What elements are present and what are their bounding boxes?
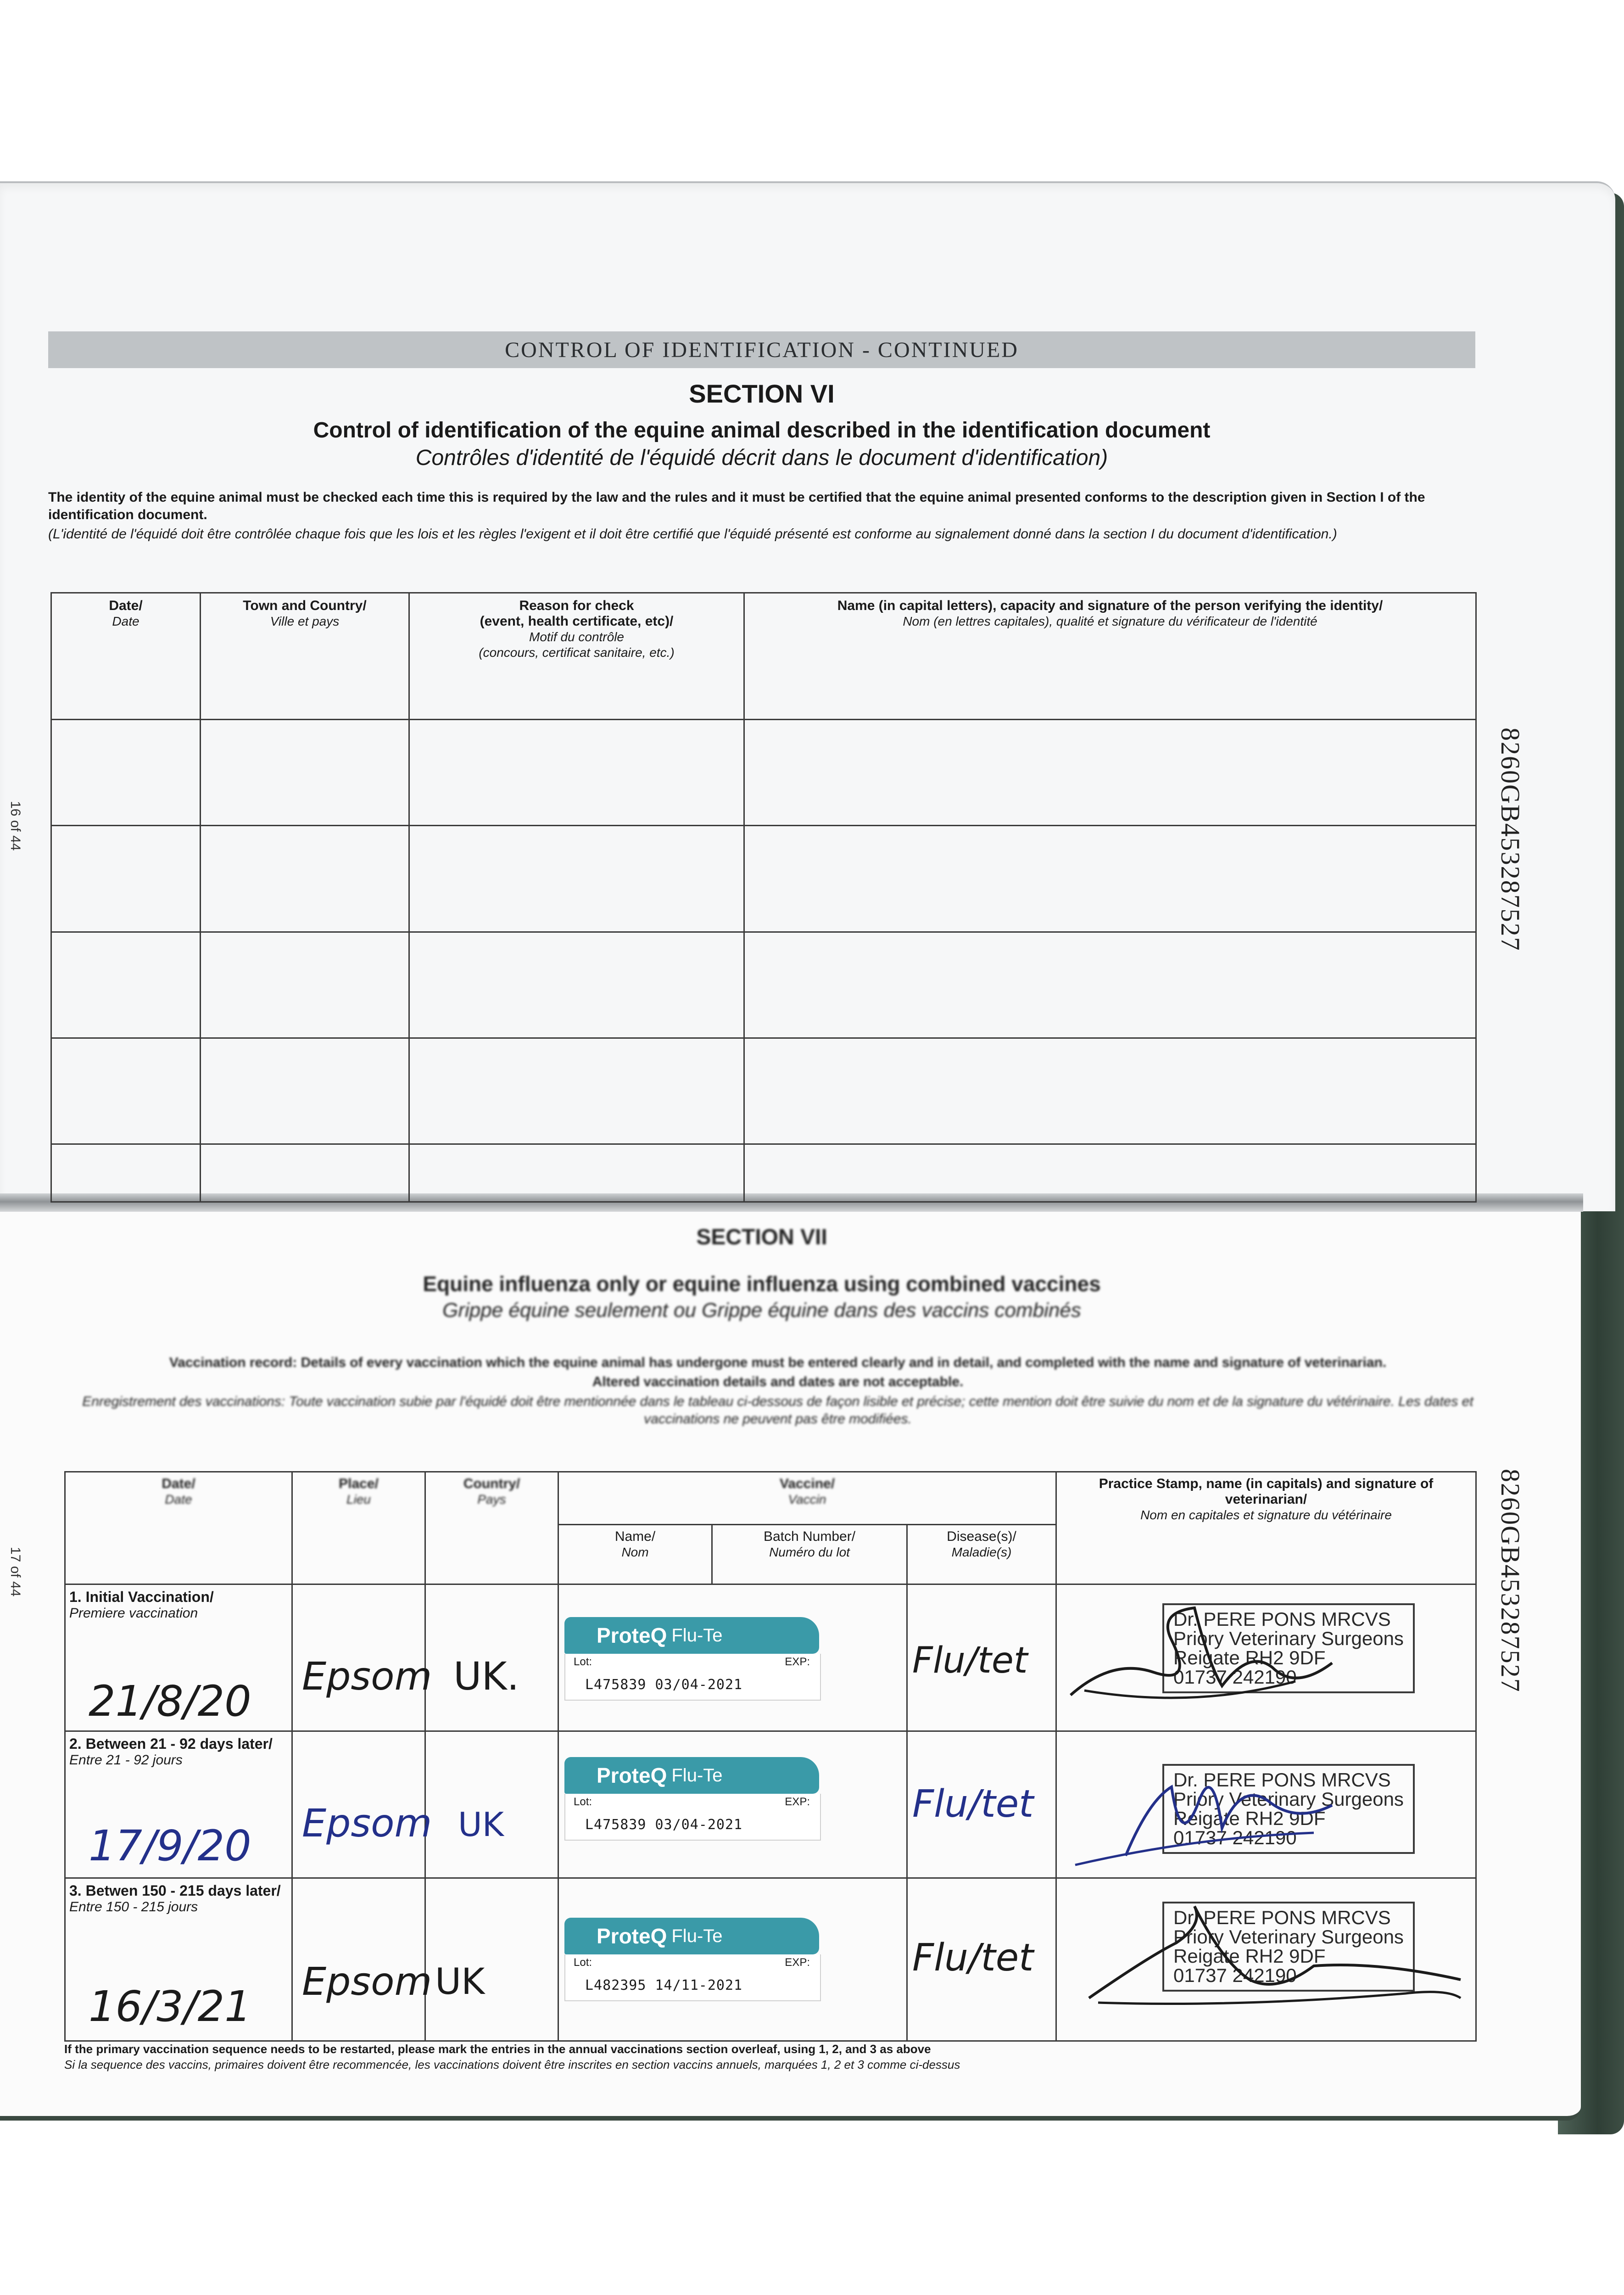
vaccine-sticker-2 <box>564 1757 819 1858</box>
vaccination-2-vaccine-cell[interactable] <box>558 1731 907 1878</box>
sticker-product: Flu-Te <box>671 1625 723 1646</box>
table-cell[interactable] <box>409 719 744 825</box>
col-reason: Reason for check (event, health certificate, etc)/ Motif du contrôle (concours, certificat sanitaire, etc.) <box>409 593 744 720</box>
vaccination-1-disease-cell[interactable] <box>907 1584 1056 1731</box>
sticker-brand: ProteQ <box>597 1623 667 1647</box>
table-row <box>51 1144 1476 1202</box>
sticker-product: Flu-Te <box>671 1926 723 1946</box>
vaccination-3-country-cell[interactable] <box>425 1878 558 2041</box>
sticker-lot-value: L475839 03/04-2021 <box>585 1817 743 1833</box>
vaccination-1-country: UK. <box>453 1654 519 1699</box>
vaccination-1-vaccine-cell[interactable] <box>558 1584 907 1731</box>
vaccination-2-place: Epsom <box>302 1801 432 1846</box>
sticker-lot-value: L475839 03/04-2021 <box>585 1677 743 1693</box>
col-batch-number: Batch Number/ Numéro du lot <box>712 1525 907 1584</box>
table-cell[interactable] <box>201 1038 409 1144</box>
table-cell[interactable] <box>51 1038 201 1144</box>
table-row <box>51 719 1476 825</box>
sticker-product: Flu-Te <box>671 1765 723 1786</box>
table-cell[interactable] <box>744 826 1476 932</box>
table-cell[interactable] <box>409 1038 744 1144</box>
table-cell[interactable] <box>409 1144 744 1202</box>
section-vi-instructions-fr: (L'identité de l'équidé doit être contrôlée chaque fois que les lois et les règles l'exigent et il doit être certifié que l'équidé présenté est conforme au signalement donné dans la section I du document d'identification.) <box>48 526 1337 542</box>
col-vaccine-name: Name/ Nom <box>558 1525 712 1584</box>
table-row <box>65 1878 1476 2041</box>
vaccination-2-disease: Flu/tet <box>912 1782 1034 1826</box>
table-cell[interactable] <box>201 826 409 932</box>
vet-signature-2 <box>1057 1746 1470 1874</box>
table-cell[interactable] <box>744 1038 1476 1144</box>
vaccination-1-place-cell[interactable] <box>292 1584 432 1731</box>
table-row <box>65 1731 1476 1878</box>
table-cell[interactable] <box>51 932 201 1038</box>
restart-note: If the primary vaccination sequence needs to be restarted, please mark the entries in the annual vaccinations section overleaf, using 1, 2, and 3 as above <box>64 2042 931 2056</box>
table-header-row <box>65 1472 1476 1525</box>
table-row <box>51 1038 1476 1144</box>
vaccination-3-stamp-cell[interactable] <box>1056 1878 1476 2041</box>
sticker-exp-label: EXP: <box>785 1656 810 1668</box>
section-vii-subtitle: Equine influenza only or equine influenza using combined vaccines <box>423 1272 1101 1296</box>
id-code-lower: 8260GB453287527 <box>1496 1469 1525 1693</box>
table-cell[interactable] <box>51 1144 201 1202</box>
banner-text: CONTROL OF IDENTIFICATION - CONTINUED <box>505 337 1019 362</box>
section-vi-subtitle: Control of identification of the equine animal described in the identification document <box>313 418 1211 442</box>
col-town: Town and Country/ Ville et pays <box>201 593 409 720</box>
sticker-lot-value: L482395 14/11-2021 <box>585 1977 743 1993</box>
page-number-17: 17 of 44 <box>8 1547 23 1597</box>
vaccination-3-country: UK <box>435 1961 485 2003</box>
table-cell[interactable] <box>744 719 1476 825</box>
section-vi-title: SECTION VI <box>689 379 835 408</box>
vaccination-3-disease: Flu/tet <box>912 1936 1034 1980</box>
col-vaccine: Vaccine/ Vaccin <box>558 1472 1056 1525</box>
vaccination-3-vaccine-cell[interactable] <box>558 1878 907 2041</box>
vet-signature-3 <box>1057 1888 1470 2035</box>
table-header-row <box>51 593 1476 720</box>
col-date: Date/ Date <box>65 1472 292 1584</box>
vaccination-3-disease-cell[interactable] <box>907 1878 1056 2041</box>
sticker-lot-label: Lot: <box>574 1796 592 1808</box>
vaccination-3-place: Epsom <box>302 1959 432 2004</box>
vaccination-record-instructions-fr: Enregistrement des vaccinations: Toute vaccination subie par l'équidé doit être mentionnée dans le tableau ci-dessous de façon lisible et précise; cette mention doit être suivie du nom et de la signature du vétérinaire. Les dates et vaccinations ne peuvent pas être modifiées. <box>82 1394 1473 1427</box>
table-cell[interactable] <box>201 719 409 825</box>
practice-stamp-2: Dr. PERE PONS MRCVS Priory Veterinary Surgeons Reigate RH2 9DF 01737 242190 <box>1162 1764 1415 1854</box>
table-cell[interactable] <box>201 1144 409 1202</box>
section-vi-subtitle-fr: Contrôles d'identité de l'équidé décrit dans le document d'identification) <box>415 446 1108 470</box>
vaccination-1-date-cell[interactable]: 1. Initial Vaccination/ Premiere vaccination 21/8/20 <box>65 1584 292 1731</box>
vaccination-3-date-cell[interactable]: 3. Betwen 150 - 215 days later/ Entre 150 - 215 jours 16/3/21 <box>65 1878 292 2041</box>
vaccination-record-instructions: Vaccination record: Details of every vaccination which the equine animal has undergone must be entered clearly and in detail, and completed with the name and signature of veterinarian. <box>169 1355 1387 1370</box>
table-cell[interactable] <box>409 932 744 1038</box>
vaccine-sticker-3 <box>564 1918 819 2019</box>
sticker-lot-label: Lot: <box>574 1956 592 1969</box>
sticker-brand: ProteQ <box>597 1763 667 1787</box>
sticker-band <box>564 1617 819 1654</box>
practice-stamp-1: Dr. PERE PONS MRCVS Priory Veterinary Surgeons Reigate RH2 9DF 01737 242190 <box>1162 1603 1415 1693</box>
col-verifier: Name (in capital letters), capacity and signature of the person verifying the identity/ Nom (en lettres capitales), qualité et signature du vérificateur de l'identité <box>744 593 1476 720</box>
section-vii-subtitle-fr: Grippe équine seulement ou Grippe équine dans des vaccins combinés <box>442 1299 1081 1321</box>
section-vi-instructions: The identity of the equine animal must be checked each time this is required by the law and the rules and it must be certified that the equine animal presented conforms to the description given in Section I of the identification document. <box>48 490 1425 522</box>
vet-signature-1 <box>1057 1594 1470 1723</box>
vaccination-1-country-cell[interactable] <box>425 1584 558 1731</box>
col-disease: Disease(s)/ Maladie(s) <box>907 1525 1056 1584</box>
table-cell[interactable] <box>744 932 1476 1038</box>
vaccination-2-place-cell[interactable] <box>292 1731 432 1878</box>
table-cell[interactable] <box>201 932 409 1038</box>
id-code-upper: 8260GB453287527 <box>1496 728 1525 952</box>
identity-check-table <box>50 592 1477 1203</box>
page-number-16: 16 of 44 <box>8 801 23 851</box>
table-cell[interactable] <box>51 826 201 932</box>
table-row <box>65 1584 1476 1731</box>
sticker-exp-label: EXP: <box>785 1796 810 1808</box>
vaccination-2-date: 17/9/20 <box>89 1821 251 1870</box>
col-practice-stamp: Practice Stamp, name (in capitals) and signature of veterinarian/ Nom en capitales et signature du vétérinaire <box>1056 1472 1476 1584</box>
vaccine-sticker-1 <box>564 1617 819 1718</box>
vaccination-3-place-cell[interactable] <box>292 1878 432 2041</box>
table-cell[interactable] <box>409 826 744 932</box>
vaccination-1-disease: Flu/tet <box>912 1640 1028 1681</box>
col-place: Place/ Lieu <box>292 1472 425 1584</box>
vaccination-1-date: 21/8/20 <box>89 1677 251 1726</box>
col-country: Country/ Pays <box>425 1472 558 1584</box>
practice-stamp-3: Dr. PERE PONS MRCVS Priory Veterinary Surgeons Reigate RH2 9DF 01737 242190 <box>1162 1902 1415 1992</box>
sticker-band <box>564 1918 819 1954</box>
vaccination-2-country-cell[interactable] <box>425 1731 558 1878</box>
vaccination-2-date-cell[interactable]: 2. Between 21 - 92 days later/ Entre 21 - 92 jours 17/9/20 <box>65 1731 292 1878</box>
vaccination-3-date: 16/3/21 <box>89 1982 251 2031</box>
sticker-band <box>564 1757 819 1794</box>
vaccination-table <box>64 1471 1477 2042</box>
table-row <box>51 826 1476 932</box>
vaccination-1-place: Epsom <box>302 1654 432 1699</box>
section-vii-title: SECTION VII <box>696 1225 827 1249</box>
restart-note-fr: Si la sequence des vaccins, primaires doivent être recommencée, les vaccinations doivent être inscrites en section vaccins annuels, marquées 1, 2 et 3 comme ci-dessus <box>64 2058 960 2071</box>
section-banner <box>48 331 1475 368</box>
col-date: Date/ Date <box>51 593 201 720</box>
table-cell[interactable] <box>744 1144 1476 1202</box>
table-row <box>51 932 1476 1038</box>
sticker-brand: ProteQ <box>597 1924 667 1948</box>
sticker-exp-label: EXP: <box>785 1956 810 1969</box>
vaccination-2-disease-cell[interactable] <box>907 1731 1056 1878</box>
table-cell[interactable] <box>51 719 201 825</box>
vaccination-2-stamp-cell[interactable] <box>1056 1731 1476 1878</box>
sticker-lot-label: Lot: <box>574 1656 592 1668</box>
vaccination-record-warning: Altered vaccination details and dates are not acceptable. <box>592 1374 964 1389</box>
vaccination-2-country: UK <box>458 1805 504 1844</box>
vaccination-1-stamp-cell[interactable] <box>1056 1584 1476 1731</box>
